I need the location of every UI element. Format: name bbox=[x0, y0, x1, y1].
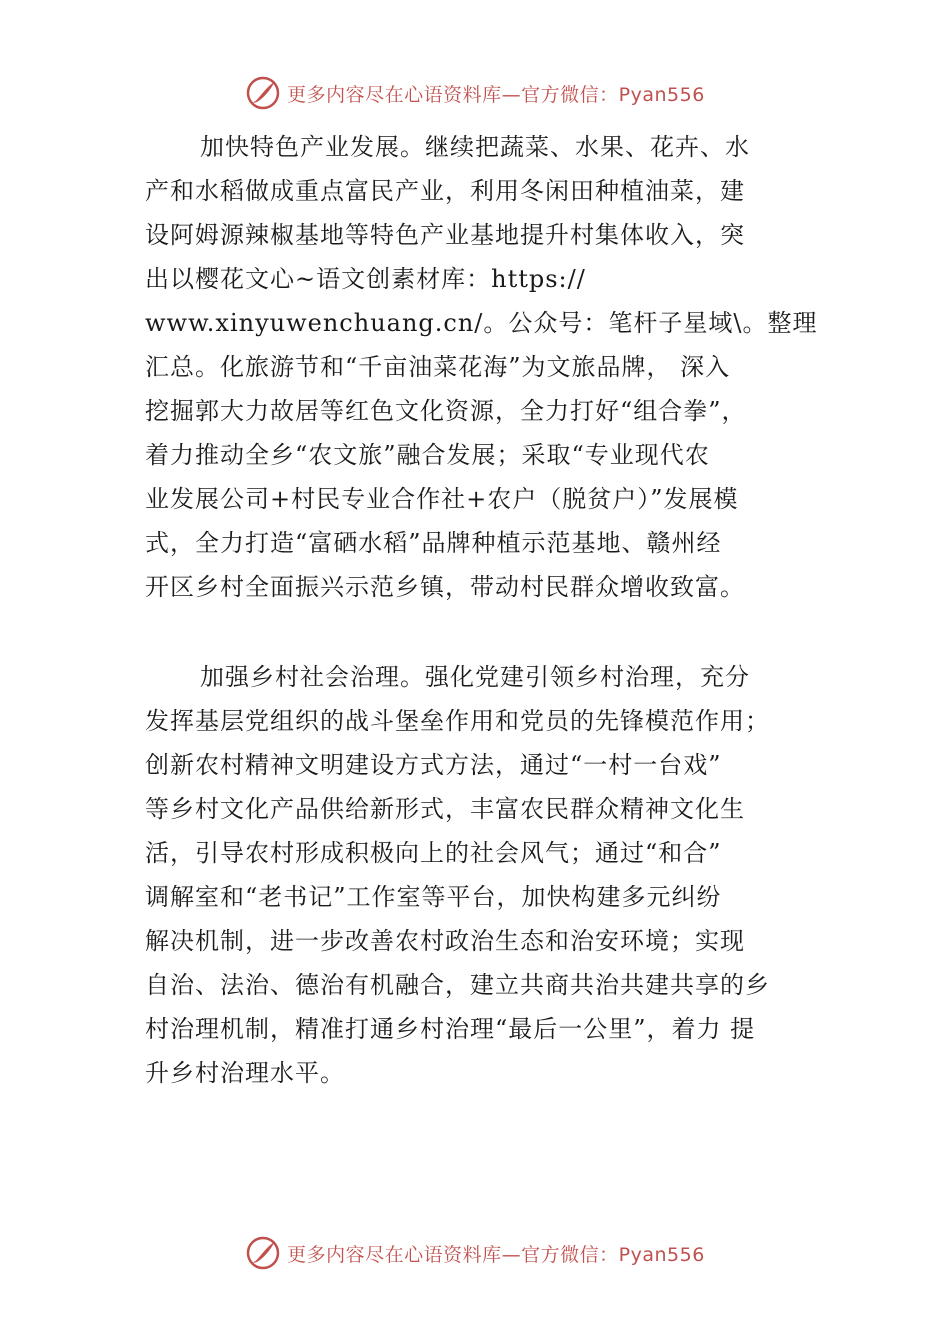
text-line: 自治、法治、德治有机融合，建立共商共治共建共享的乡 bbox=[145, 971, 770, 999]
text-line: 等乡村文化产品供给新形式，丰富农民群众精神文化生 bbox=[145, 795, 745, 823]
footer-banner bbox=[0, 1233, 950, 1273]
text-line: 加强乡村社会治理。强化党建引领乡村治理，充分 bbox=[200, 663, 750, 691]
text-line: 业发展公司+村民专业合作社+农户（脱贫户）”发展模 bbox=[145, 485, 739, 513]
quill-pen-logo-icon bbox=[245, 75, 281, 111]
text-line: 出以樱花文心~语文创素材库：https:// bbox=[145, 265, 586, 293]
text-line: 解决机制，进一步改善农村政治生态和治安环境；实现 bbox=[145, 927, 745, 955]
header-banner bbox=[0, 73, 950, 113]
text-line: 设阿姆源辣椒基地等特色产业基地提升村集体收入，突 bbox=[145, 221, 745, 249]
paragraph-social-governance bbox=[145, 655, 835, 1095]
text-line: 村治理机制，精准打通乡村治理“最后一公里”，着力 提 bbox=[145, 1015, 756, 1043]
text-line: 挖掘郭大力故居等红色文化资源，全力打好“组合拳”， bbox=[145, 397, 747, 425]
quill-pen-logo-icon bbox=[245, 1235, 281, 1271]
text-line: 升乡村治理水平。 bbox=[145, 1059, 345, 1087]
text-line: 着力推动全乡“农文旅”融合发展；采取“专业现代农 bbox=[145, 441, 710, 469]
text-line: 活，引导农村形成积极向上的社会风气；通过“和合” bbox=[145, 839, 722, 867]
text-line: 加快特色产业发展。继续把蔬菜、水果、花卉、水 bbox=[200, 133, 750, 161]
header-banner-text: 更多内容尽在心语资料库—官方微信：Pyan556 bbox=[287, 83, 705, 106]
text-line: 创新农村精神文明建设方式方法，通过“一村一台戏” bbox=[145, 751, 722, 779]
paragraph-industry-development bbox=[145, 125, 835, 609]
text-line: 产和水稻做成重点富民产业，利用冬闲田种植油菜，建 bbox=[145, 177, 745, 205]
text-line: www.xinyuwenchuang.cn/。公众号：笔杆子星域\。整理 bbox=[145, 309, 818, 337]
text-line: 发挥基层党组织的战斗堡垒作用和党员的先锋模范作用； bbox=[145, 707, 770, 735]
footer-banner-text: 更多内容尽在心语资料库—官方微信：Pyan556 bbox=[287, 1243, 705, 1266]
text-line: 开区乡村全面振兴示范乡镇，带动村民群众增收致富。 bbox=[145, 573, 745, 601]
text-line: 汇总。化旅游节和“千亩油菜花海”为文旅品牌， 深入 bbox=[145, 353, 731, 381]
text-line: 调解室和“老书记”工作室等平台，加快构建多元纠纷 bbox=[145, 883, 722, 911]
text-line: 式，全力打造“富硒水稻”品牌种植示范基地、赣州经 bbox=[145, 529, 722, 557]
